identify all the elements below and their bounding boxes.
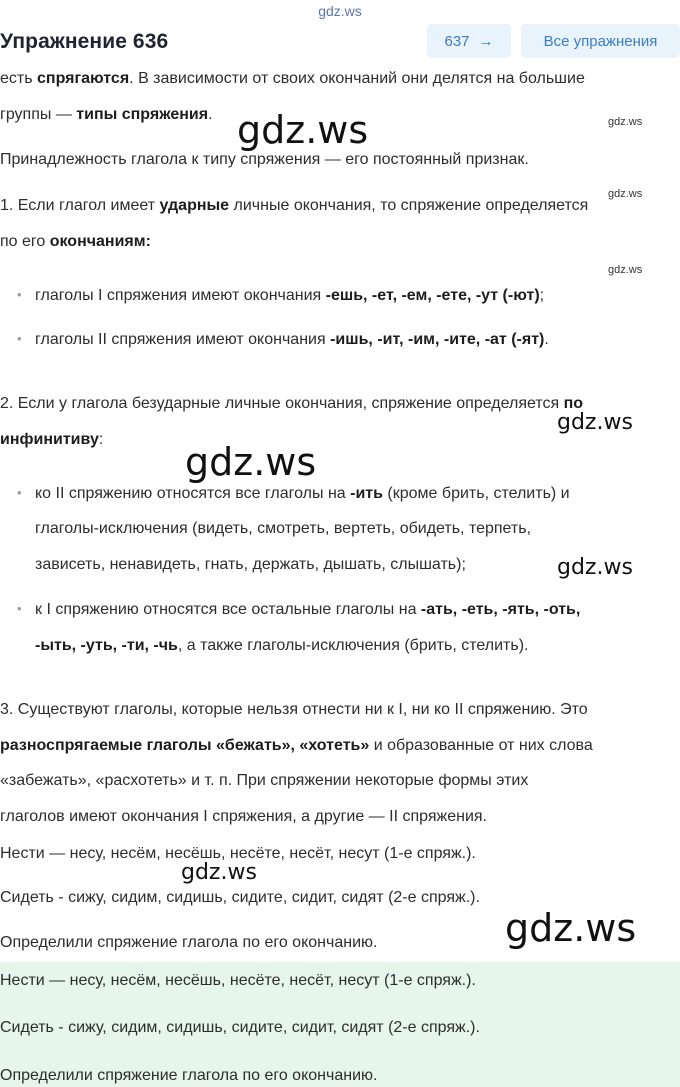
watermark: gdz.ws [181,860,257,885]
answer-line: Определили спряжение глагола по его окончанию. [0,934,378,951]
rule-3-line: «забежать», «расхотеть» и т. п. При спряжении некоторые формы этих [0,772,529,789]
arrow-right-icon: → [478,32,494,50]
watermark: gdz.ws [608,188,643,200]
answer-box-line: Определили спряжение глагола по его окончанию. [0,1067,378,1084]
theory-line: группы — типы спряжения. [0,106,213,123]
watermark: gdz.ws [608,264,643,276]
answer-line: Нести — несу, несём, несёшь, несёте, несёт, несут (1-е спряж.). [0,845,476,862]
bullet-icon: • [17,287,22,302]
bullet-icon: • [17,331,22,346]
theory-line: Принадлежность глагола к типу спряжения — его постоянный признак. [0,151,529,168]
list-item: • глаголы II спряжения имеют окончания -ишь, -ит, -им, -ите, -ат (-ят). [17,331,549,348]
rule-3-line: разноспрягаемые глаголы «бежать», «хотеть» и образованные от них слова [0,737,593,754]
rule-3-line: глаголов имеют окончания I спряжения, а другие — II спряжения. [0,808,487,825]
all-exercises-button[interactable] [521,24,680,58]
answer-line: Сидеть - сижу, сидим, сидишь, сидите, сидит, сидят (2-е спряж.). [0,889,480,906]
watermark: gdz.ws [557,410,633,435]
theory-line: есть спрягаются. В зависимости от своих окончаний они делятся на большие [0,70,585,87]
watermark: gdz.ws [237,108,369,152]
watermark: gdz.ws [557,555,633,580]
watermark: gdz.ws [505,906,637,950]
list-item-line: глаголы-исключения (видеть, смотреть, вертеть, обидеть, терпеть, [35,520,532,537]
list-item-line: -ыть, -уть, -ти, -чь, а также глаголы-исключения (брить, стелить). [35,637,529,654]
site-logo-link[interactable]: gdz.ws [318,3,362,19]
watermark: gdz.ws [608,116,643,128]
page-title: Упражнение 636 [0,30,169,53]
rule-2-line: 2. Если у глагола безударные личные окончания, спряжение определяется по [0,395,584,412]
list-item: • к I спряжению относятся все остальные глаголы на -ать, -еть, -ять, -оть, [17,601,581,618]
next-exercise-button[interactable] [427,24,511,58]
watermark: gdz.ws [185,440,317,484]
answer-box-line: Нести — несу, несём, несёшь, несёте, несёт, несут (1-е спряж.). [0,972,476,989]
answer-box-line: Сидеть - сижу, сидим, сидишь, сидите, сидит, сидят (2-е спряж.). [0,1019,480,1036]
rule-1-line: по его окончаниям: [0,233,151,250]
next-exercise-label: 637 [444,32,470,50]
list-item: • глаголы I спряжения имеют окончания -ешь, -ет, -ем, -ете, -ут (-ют); [17,287,545,304]
list-item: • ко II спряжению относятся все глаголы на -ить (кроме брить, стелить) и [17,485,570,502]
list-item-line: зависеть, ненавидеть, гнать, держать, дышать, слышать); [35,556,466,573]
rule-1-line: 1. Если глагол имеет ударные личные окончания, то спряжение определяется [0,197,589,214]
rule-3-line: 3. Существуют глаголы, которые нельзя отнести ни к I, ни ко II спряжению. Это [0,701,588,718]
rule-2-line: инфинитиву: [0,431,104,448]
bullet-icon: • [17,601,22,616]
bullet-icon: • [17,485,22,500]
all-exercises-label: Все упражнения [543,32,658,50]
